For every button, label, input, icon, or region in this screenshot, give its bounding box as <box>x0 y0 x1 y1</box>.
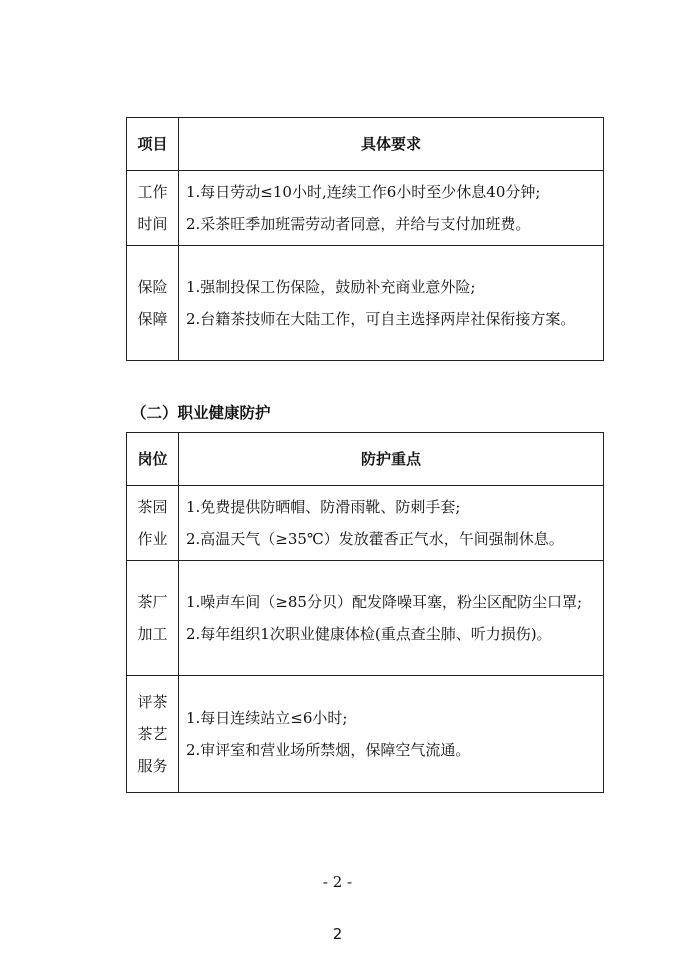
table-header-row <box>127 118 604 171</box>
category-line: 作业 <box>137 530 168 548</box>
table-row-insurance <box>127 246 604 361</box>
requirement-line: 1.噪声车间（≥85分贝）配发降噪耳塞，粉尘区配防尘口罩; <box>186 593 583 611</box>
category-cell <box>127 676 179 793</box>
requirement-line: 1.强制投保工伤保险，鼓励补充商业意外险; <box>186 278 476 296</box>
category-cell <box>127 486 179 561</box>
table-row-tea-factory <box>127 561 604 676</box>
category-cell <box>127 171 179 246</box>
requirement-line: 2.审评室和营业场所禁烟，保障空气流通。 <box>186 741 471 759</box>
category-line: 茶园 <box>137 498 168 516</box>
header-protection-focus: 防护重点 <box>179 433 604 486</box>
requirement-line: 2.采茶旺季加班需劳动者同意，并给与支付加班费。 <box>186 215 531 233</box>
requirement-line: 2.每年组织1次职业健康体检(重点查尘肺、听力损伤)。 <box>186 625 552 643</box>
header-item: 项目 <box>127 118 179 171</box>
category-line: 时间 <box>137 215 168 233</box>
category-line: 工作 <box>137 183 168 201</box>
table-row-tea-garden <box>127 486 604 561</box>
content-cell <box>179 171 604 246</box>
health-protection-table <box>126 432 604 793</box>
category-line: 茶艺 <box>137 725 168 743</box>
requirement-line: 1.每日连续站立≤6小时; <box>186 709 348 727</box>
category-line: 茶厂 <box>137 593 168 611</box>
table-header-row <box>127 433 604 486</box>
category-line: 评茶 <box>137 693 168 711</box>
content-cell <box>179 676 604 793</box>
category-cell <box>127 246 179 361</box>
table-row-work-time <box>127 171 604 246</box>
requirement-line: 2.台籍茶技师在大陆工作，可自主选择两岸社保衔接方案。 <box>186 310 576 328</box>
content-cell <box>179 561 604 676</box>
category-cell <box>127 561 179 676</box>
header-requirements: 具体要求 <box>179 118 604 171</box>
content-cell <box>179 486 604 561</box>
page-number: - 2 - <box>322 873 353 891</box>
header-position: 岗位 <box>127 433 179 486</box>
category-line: 保险 <box>137 278 168 296</box>
category-line: 服务 <box>137 757 168 775</box>
category-line: 保障 <box>137 310 168 328</box>
table-row-tea-service <box>127 676 604 793</box>
requirement-line: 1.每日劳动≤10小时,连续工作6小时至少休息40分钟; <box>186 183 541 201</box>
requirement-line: 2.高温天气（≥35℃）发放藿香正气水，午间强制休息。 <box>186 530 564 548</box>
scan-page-number: 2 <box>332 925 343 943</box>
section-title: （二）职业健康防护 <box>131 403 271 422</box>
work-requirements-table <box>126 117 604 361</box>
requirement-line: 1.免费提供防晒帽、防滑雨靴、防刺手套; <box>186 498 461 516</box>
category-line: 加工 <box>137 625 168 643</box>
content-cell <box>179 246 604 361</box>
